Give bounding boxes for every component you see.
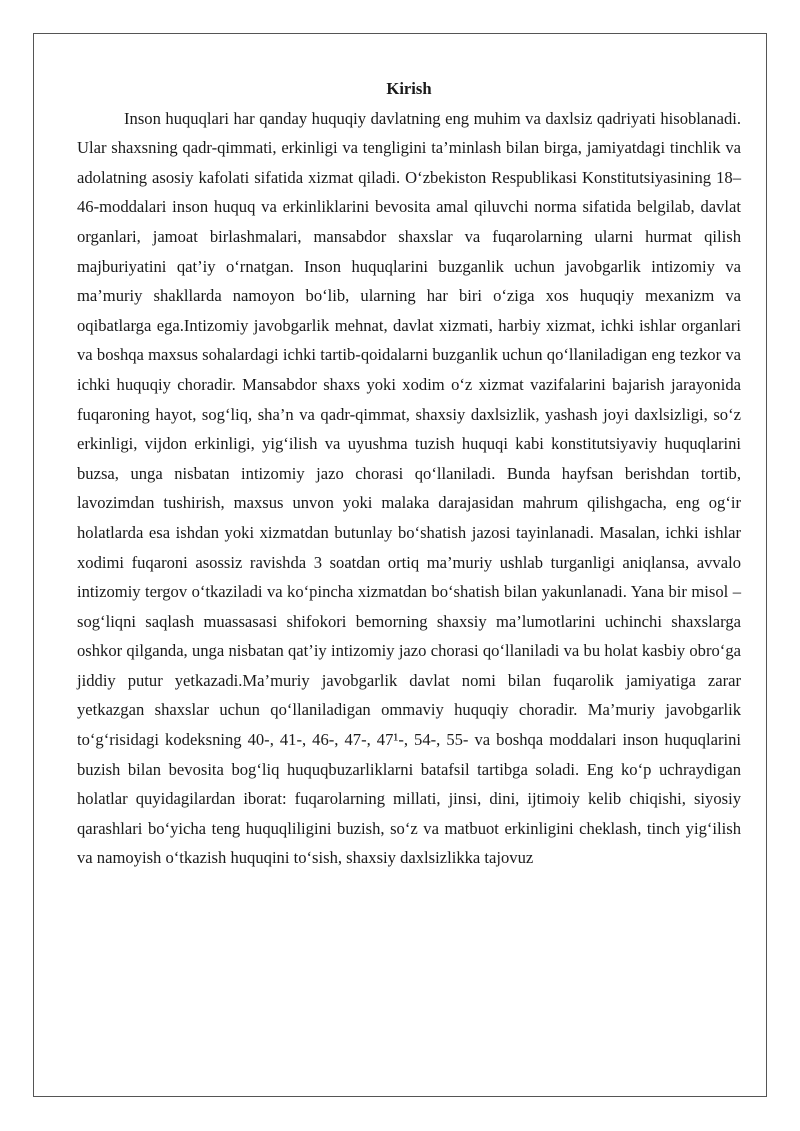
document-title: Kirish — [386, 79, 432, 98]
document-content — [77, 74, 741, 873]
document-body-paragraph: Inson huquqlari har qanday huquqiy davlatning eng muhim va daxlsiz qadriyati hisoblanadi. Ular shaxsning qadr-qimmati, erkinligi va tengligini ta’minlash bilan birga, jamiyatdagi tinchlik va adolatning asosiy kafolati sifatida xizmat qiladi. O‘zbekiston Respublikasi Konstitutsiyasining 18–46-moddalari inson huquq va erkinliklarini bevosita amal qiluvchi norma sifatida belgilab, davlat organlari, jamoat birlashmalari, mansabdor shaxslar va fuqarolarning ularni hurmat qilish majburiyatini qat’iy o‘rnatgan. Inson huquqlarini buzganlik uchun javobgarlik intizomiy va ma’muriy shakllarda namoyon bo‘lib, ularning har biri o‘ziga xos huquqiy mexanizm va oqibatlarga ega.Intizomiy javobgarlik mehnat, davlat xizmati, harbiy xizmat, ichki ishlar organlari va boshqa maxsus sohalardagi ichki tartib-qoidalarni buzganlik uchun qo‘llaniladigan eng tezkor va ichki huquqiy choradir. Mansabdor shaxs yoki xodim o‘z xizmat vazifalarini bajarish jarayonida fuqaroning hayot, sog‘liq, sha’n va qadr-qimmat, shaxsiy daxlsizlik, yashash joyi daxlsizligi, so‘z erkinligi, vijdon erkinligi, yig‘ilish va uyushma tuzish huquqi kabi konstitutsiyaviy huquqlarini buzsa, unga nisbatan intizomiy jazo chorasi qo‘llaniladi. Bunda hayfsan berishdan tortib, lavozimdan tushirish, maxsus unvon yoki malaka darajasidan mahrum qilishgacha, eng og‘ir holatlarda esa ishdan yoki xizmatdan butunlay bo‘shatish jazosi tayinlanadi. Masalan, ichki ishlar xodimi fuqaroni asossiz ravishda 3 soatdan ortiq ma’muriy ushlab turganligi aniqlansa, avvalo intizomiy tergov o‘tkaziladi va ko‘pincha xizmatdan bo‘shatish bilan yakunlanadi. Yana bir misol – sog‘liqni saqlash muassasasi shifokori bemorning shaxsiy ma’lumotlarini uchinchi shaxslarga oshkor qilganda, unga nisbatan qat’iy intizomiy jazo chorasi qo‘llaniladi va bu holat kasbiy obro‘ga jiddiy putur yetkazadi.Ma’muriy javobgarlik davlat nomi bilan fuqarolik jamiyatiga zarar yetkazgan shaxslar uchun qo‘llaniladigan ommaviy huquqiy choradir. Ma’muriy javobgarlik to‘g‘risidagi kodeksning 40-, 41-, 46-, 47-, 47¹-, 54-, 55- va boshqa moddalari inson huquqlarini buzish bilan bevosita bog‘liq huquqbuzarliklarni batafsil tartibga soladi. Eng ko‘p uchraydigan holatlar quyidagilardan iborat: fuqarolarning millati, jinsi, dini, ijtimoiy kelib chiqishi, siyosiy qarashlari bo‘yicha teng huquqliligini buzish, so‘z va matbuot erkinligini cheklash, tinch yig‘ilish va namoyish o‘tkazish huquqini to‘sish, shaxsiy daxlsizlikka tajovuz — [77, 108, 741, 868]
